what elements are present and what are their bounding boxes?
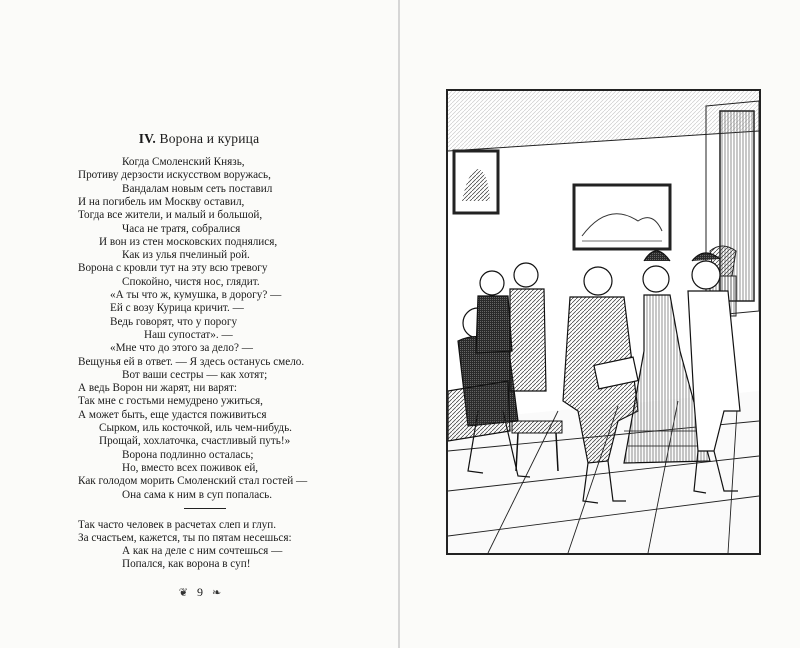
poem-line: Часа не тратя, собралися: [122, 222, 241, 235]
poem-line: Ей с возу Курица кричит. —: [110, 302, 244, 315]
poem-line: Спокойно, чистя нос, глядит.: [122, 275, 260, 288]
poem-line: Наш супостат». —: [144, 328, 233, 341]
poem-line: Ворона с кровли тут на эту всю тревогу: [78, 262, 268, 275]
poem-line: Вот ваши сестры — как хотят;: [122, 368, 268, 381]
poem-line: А может быть, еще удастся поживиться: [78, 408, 267, 421]
ornament-right-icon: ❧: [212, 586, 222, 599]
page-number: [150, 585, 250, 600]
poem-line: Вещунья ей в ответ. — Я здесь останусь смело.: [78, 355, 305, 368]
poem-line: Так мне с гостьми немудрено ужиться,: [78, 395, 263, 408]
moral-line: Так часто человек в расчетах слеп и глуп.: [78, 518, 277, 531]
poem-line: Прощай, хохлаточка, счастливый путь!»: [99, 435, 291, 448]
poem-title: [0, 131, 398, 147]
moral-line: За счастьем, кажется, ты по пятам несешься:: [78, 531, 292, 544]
moral-line: Попался, как ворона в суп!: [122, 558, 251, 571]
poem-line: Когда Смоленский Князь,: [122, 156, 245, 168]
poem-number: IV.: [138, 131, 156, 146]
poem-line: Противу дерзости искусством воружась,: [78, 169, 271, 182]
poem-line: «Мне что до этого за дело? —: [110, 342, 253, 355]
poem-line: Но, вместо всех поживок ей,: [122, 461, 259, 474]
engraving-illustration: [446, 89, 761, 555]
section-rule: [184, 508, 226, 509]
poem-line: Как из улья пчелиный рой.: [122, 249, 250, 262]
poem-line: И на погибель им Москву оставил,: [78, 195, 245, 208]
poem-line: «А ты что ж, кумушка, в дорогу? —: [110, 289, 282, 301]
poem-line: Она сама к ним в суп попалась.: [122, 488, 273, 501]
poem-line: Ворона подлинно осталась;: [122, 448, 254, 461]
poem-line: Вандалам новым сеть поставил: [122, 182, 273, 195]
right-page: [400, 0, 800, 648]
poem-line: Тогда все жители, и малый и большой,: [78, 209, 263, 222]
poem-line: Сырком, иль косточкой, иль чем-нибудь.: [99, 422, 292, 434]
poem-line: И вон из стен московских поднялися,: [99, 235, 278, 248]
poem-line: Как голодом морить Смоленский стал гостей —: [78, 475, 308, 488]
poem-title-text: Ворона и курица: [159, 131, 260, 146]
ornament-left-icon: ❦: [178, 586, 188, 599]
engraving-family-gathering-icon: [448, 91, 759, 553]
poem-line: Ведь говорят, что у порогу: [110, 315, 238, 328]
page-number-value: 9: [197, 584, 203, 599]
poem-line: А ведь Ворон ни жарят, ни варят:: [78, 382, 237, 395]
moral-line: А как на деле с ним сочтешься —: [122, 545, 283, 558]
